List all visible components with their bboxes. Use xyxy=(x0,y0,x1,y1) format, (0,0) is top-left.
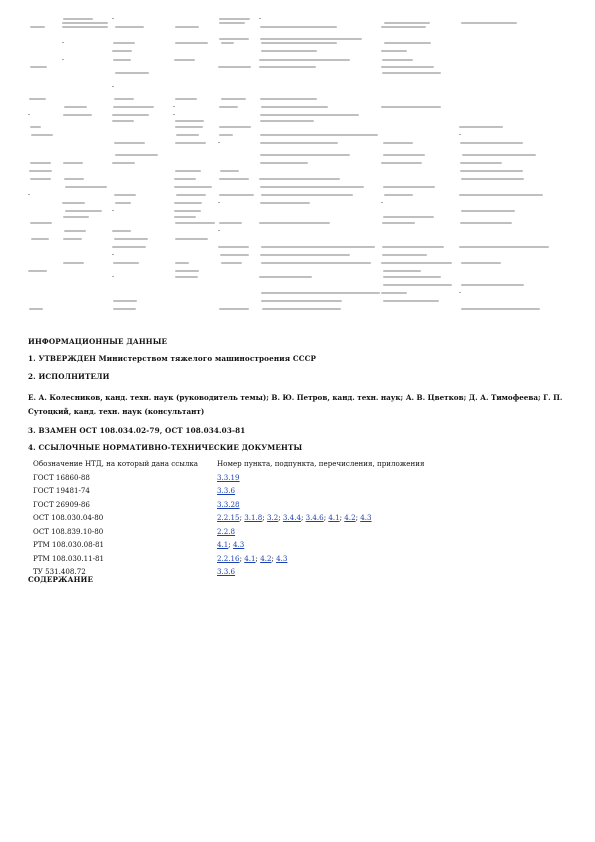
table-text-line xyxy=(260,38,362,40)
table-text-line xyxy=(30,162,51,164)
table-text-line xyxy=(114,98,134,100)
reference-link[interactable]: 2.2.15 xyxy=(217,513,240,522)
link-separator: ; xyxy=(323,513,329,522)
table-dash xyxy=(62,59,64,60)
table-text-line xyxy=(383,270,421,272)
table-text-line xyxy=(383,216,434,218)
table-text-line xyxy=(63,216,90,218)
table-text-line xyxy=(175,120,204,122)
table-text-line xyxy=(461,22,517,24)
link-separator: ; xyxy=(262,513,267,522)
table-text-line xyxy=(174,210,201,212)
table-text-line xyxy=(261,292,379,294)
table-text-line xyxy=(260,98,316,100)
table-text-line xyxy=(219,222,242,224)
info-heading: ИНФОРМАЦИОННЫЕ ДАННЫЕ xyxy=(28,337,168,346)
reference-document: ОСТ 108.839.10-80 xyxy=(33,526,104,536)
table-text-line xyxy=(381,50,407,52)
reference-items xyxy=(217,554,287,563)
table-text-line xyxy=(29,98,46,100)
table-text-line xyxy=(28,270,47,272)
table-text-line xyxy=(64,106,86,108)
table-text-line xyxy=(114,142,146,144)
table-text-line xyxy=(112,114,148,116)
table-dash xyxy=(259,18,261,19)
reference-row xyxy=(28,554,508,568)
reference-document: РТМ 108.030.11-81 xyxy=(33,553,105,563)
table-text-line xyxy=(381,106,441,108)
table-text-line xyxy=(261,42,337,44)
table-text-line xyxy=(462,154,536,156)
reference-link[interactable]: 3.4.6 xyxy=(305,513,324,522)
table-text-line xyxy=(114,194,136,196)
table-text-line xyxy=(219,22,244,24)
table-text-line xyxy=(260,142,338,144)
table-dash xyxy=(218,142,220,143)
reference-link[interactable]: 4.2 xyxy=(344,513,356,522)
table-text-line xyxy=(384,194,414,196)
table-dash xyxy=(218,202,220,203)
table-text-line xyxy=(113,308,136,310)
table-text-line xyxy=(112,230,130,232)
table-text-line xyxy=(259,59,350,61)
table-text-line xyxy=(261,300,341,302)
table-text-line xyxy=(382,59,412,61)
table-text-line xyxy=(260,186,364,188)
table-text-line xyxy=(383,142,413,144)
table-text-line xyxy=(174,178,195,180)
table-dash xyxy=(459,134,461,135)
reference-row xyxy=(28,473,508,487)
table-text-line xyxy=(383,276,441,278)
reference-link[interactable]: 3.3.6 xyxy=(217,486,236,495)
table-text-line xyxy=(259,66,316,68)
table-text-line xyxy=(175,262,189,264)
table-text-line xyxy=(175,270,200,272)
table-text-line xyxy=(261,246,375,248)
table-text-line xyxy=(114,238,148,240)
table-text-line xyxy=(174,59,196,61)
reference-row xyxy=(28,540,508,554)
reference-items xyxy=(217,567,235,576)
link-separator: ; xyxy=(278,513,283,522)
link-separator: ; xyxy=(239,553,245,563)
table-text-line xyxy=(174,202,203,204)
table-text-line xyxy=(382,72,440,74)
table-text-line xyxy=(112,120,133,122)
reference-link[interactable]: 3.4.4 xyxy=(282,513,301,522)
table-text-line xyxy=(113,300,137,302)
references-header-row xyxy=(28,459,508,473)
header-items: Номер пункта, подпункта, перечисления, приложения xyxy=(217,459,425,468)
reference-link[interactable]: 2.2.8 xyxy=(217,526,236,536)
section-4-references: 4. ССЫЛОЧНЫЕ НОРМАТИВНО-ТЕХНИЧЕСКИЕ ДОКУМЕНТЫ xyxy=(28,443,303,452)
header-document: Обозначение НТД, на который дана ссылка xyxy=(33,459,199,468)
references-table xyxy=(28,459,508,581)
link-separator: ; xyxy=(355,513,361,522)
table-dash xyxy=(218,230,220,231)
table-text-line xyxy=(30,222,52,224)
reference-link[interactable]: 4.2 xyxy=(260,553,272,563)
table-text-line xyxy=(259,178,340,180)
table-text-line xyxy=(115,202,131,204)
table-text-line xyxy=(176,194,206,196)
table-text-line xyxy=(219,38,249,40)
table-text-line xyxy=(383,284,451,286)
table-text-line xyxy=(175,276,198,278)
reference-items xyxy=(217,513,372,522)
table-text-line xyxy=(261,262,371,264)
table-text-line xyxy=(259,222,329,224)
section-1-approved: 1. УТВЕРЖДЕН Министерством тяжелого машиностроения СССР xyxy=(28,354,317,363)
reference-row xyxy=(28,486,508,500)
table-text-line xyxy=(381,292,407,294)
table-text-line xyxy=(219,126,251,128)
table-text-line xyxy=(220,254,248,256)
table-text-line xyxy=(175,170,201,172)
reference-items xyxy=(217,540,244,549)
table-text-line xyxy=(112,246,146,248)
table-dash xyxy=(173,114,175,115)
table-text-line xyxy=(175,26,199,28)
table-text-line xyxy=(261,194,352,196)
table-text-line xyxy=(381,66,434,68)
reference-items xyxy=(217,486,235,495)
table-dash xyxy=(112,86,114,87)
table-text-line xyxy=(219,178,249,180)
table-text-line xyxy=(219,134,233,136)
table-text-line xyxy=(62,202,84,204)
table-text-line xyxy=(29,308,42,310)
table-text-line xyxy=(461,210,515,212)
table-text-line xyxy=(176,134,199,136)
table-text-line xyxy=(218,246,249,248)
table-text-line xyxy=(30,66,47,68)
section-2-executors: 2. ИСПОЛНИТЕЛИ xyxy=(28,372,110,381)
reference-document: ГОСТ 26909-86 xyxy=(33,499,90,509)
link-separator: ; xyxy=(255,553,261,563)
reference-link[interactable]: 3.3.19 xyxy=(217,472,240,482)
table-text-line xyxy=(459,126,503,128)
reference-document: ТУ 531.408.72 xyxy=(33,567,86,576)
table-text-line xyxy=(383,186,435,188)
table-text-line xyxy=(260,114,359,116)
table-text-line xyxy=(260,134,378,136)
reference-link[interactable]: 4.3 xyxy=(276,553,288,563)
table-text-line xyxy=(113,106,154,108)
table-text-line xyxy=(220,170,239,172)
table-text-line xyxy=(219,308,249,310)
authors-paragraph: Е. А. Колесников, канд. техн. наук (руководитель темы); В. Ю. Петров, канд. техн. наук; А. В. Цветков; Д. А. Тимофеева; Г. П. Сутоцкий, канд. техн. наук (консультант) xyxy=(28,393,563,416)
table-text-line xyxy=(113,262,140,264)
reference-row xyxy=(28,500,508,514)
table-text-line xyxy=(30,26,45,28)
table-text-line xyxy=(62,22,108,24)
reference-document: ГОСТ 16860-88 xyxy=(33,472,90,482)
table-text-line xyxy=(175,142,206,144)
reference-row xyxy=(28,513,508,527)
table-text-line xyxy=(221,262,242,264)
table-text-line xyxy=(460,142,523,144)
continued-table xyxy=(28,14,568,316)
reference-link[interactable]: 4.1 xyxy=(217,540,229,549)
table-dash xyxy=(62,42,64,43)
table-text-line xyxy=(382,246,445,248)
table-text-line xyxy=(175,238,208,240)
table-text-line xyxy=(382,254,427,256)
table-dash xyxy=(112,18,114,19)
table-text-line xyxy=(63,238,82,240)
link-separator: ; xyxy=(339,513,345,522)
table-text-line xyxy=(461,284,523,286)
table-text-line xyxy=(174,216,196,218)
table-dash xyxy=(28,114,30,115)
reference-link[interactable]: 4.3 xyxy=(360,513,372,522)
table-text-line xyxy=(262,308,341,310)
reference-document: РТМ 108.030.08-81 xyxy=(33,540,105,549)
table-text-line xyxy=(260,202,309,204)
table-text-line xyxy=(383,300,440,302)
table-text-line xyxy=(113,42,135,44)
table-text-line xyxy=(115,72,149,74)
reference-row xyxy=(28,567,508,581)
table-text-line xyxy=(31,238,49,240)
table-text-line xyxy=(381,162,422,164)
table-text-line xyxy=(219,194,254,196)
table-text-line xyxy=(30,126,41,128)
reference-link[interactable]: 4.1 xyxy=(328,513,340,522)
table-dash xyxy=(28,194,30,195)
table-dash xyxy=(112,276,114,277)
table-text-line xyxy=(64,230,86,232)
table-text-line xyxy=(460,222,513,224)
reference-link[interactable]: 4.1 xyxy=(244,553,256,563)
table-text-line xyxy=(461,262,500,264)
table-text-line xyxy=(384,22,430,24)
reference-link[interactable]: 3.2 xyxy=(266,513,279,522)
reference-row xyxy=(28,527,508,541)
table-dash xyxy=(112,254,114,255)
table-text-line xyxy=(65,186,107,188)
table-text-line xyxy=(31,134,53,136)
table-text-line xyxy=(218,66,251,68)
link-separator: ; xyxy=(239,513,245,522)
table-text-line xyxy=(384,42,431,44)
table-text-line xyxy=(460,162,502,164)
table-text-line xyxy=(175,42,208,44)
table-text-line xyxy=(65,210,103,212)
reference-link[interactable]: 2.2.16 xyxy=(217,553,240,563)
table-text-line xyxy=(260,26,337,28)
table-text-line xyxy=(260,154,350,156)
link-separator: ; xyxy=(300,513,306,522)
table-text-line xyxy=(381,26,425,28)
table-text-line xyxy=(459,246,549,248)
table-text-line xyxy=(261,50,316,52)
table-text-line xyxy=(29,170,52,172)
reference-link[interactable]: 3.3.6 xyxy=(217,567,236,576)
table-dash xyxy=(112,210,114,211)
table-text-line xyxy=(175,98,197,100)
table-text-line xyxy=(383,154,426,156)
table-text-line xyxy=(174,186,212,188)
table-text-line xyxy=(459,194,543,196)
table-text-line xyxy=(64,178,84,180)
table-dash xyxy=(381,202,383,203)
reference-link[interactable]: 4.3 xyxy=(232,540,245,549)
link-separator: ; xyxy=(271,553,277,563)
table-text-line xyxy=(219,18,250,20)
table-text-line xyxy=(112,50,132,52)
table-text-line xyxy=(113,59,130,61)
reference-items xyxy=(217,500,240,509)
table-text-line xyxy=(115,154,159,156)
reference-items xyxy=(217,473,240,482)
table-text-line xyxy=(261,106,329,108)
table-text-line xyxy=(63,262,84,264)
table-text-line xyxy=(460,170,522,172)
reference-link[interactable]: 3.3.28 xyxy=(217,499,240,509)
table-text-line xyxy=(260,254,350,256)
contents-heading: СОДЕРЖАНИЕ xyxy=(28,575,94,584)
table-text-line xyxy=(461,308,540,310)
table-text-line xyxy=(175,222,215,224)
reference-link[interactable]: 3.1.8 xyxy=(244,513,263,522)
table-text-line xyxy=(381,262,452,264)
table-text-line xyxy=(62,26,108,28)
table-text-line xyxy=(63,18,94,20)
table-text-line xyxy=(382,222,415,224)
section-3-replaced: 3. ВЗАМЕН ОСТ 108.034.02-79, ОСТ 108.034.03-81 xyxy=(28,426,246,435)
table-text-line xyxy=(260,162,308,164)
link-separator: ; xyxy=(228,540,233,549)
table-text-line xyxy=(175,126,204,128)
table-text-line xyxy=(115,26,144,28)
reference-items xyxy=(217,527,235,536)
table-text-line xyxy=(221,98,246,100)
table-text-line xyxy=(221,42,234,44)
table-text-line xyxy=(260,120,314,122)
table-text-line xyxy=(112,162,135,164)
reference-document: ГОСТ 19481-74 xyxy=(33,486,90,495)
table-text-line xyxy=(259,276,312,278)
table-dash xyxy=(459,292,461,293)
table-text-line xyxy=(461,178,524,180)
table-dash xyxy=(173,106,175,107)
table-text-line xyxy=(63,162,84,164)
table-text-line xyxy=(63,114,92,116)
reference-document: ОСТ 108.030.04-80 xyxy=(33,513,104,522)
table-text-line xyxy=(219,106,237,108)
table-text-line xyxy=(30,178,51,180)
